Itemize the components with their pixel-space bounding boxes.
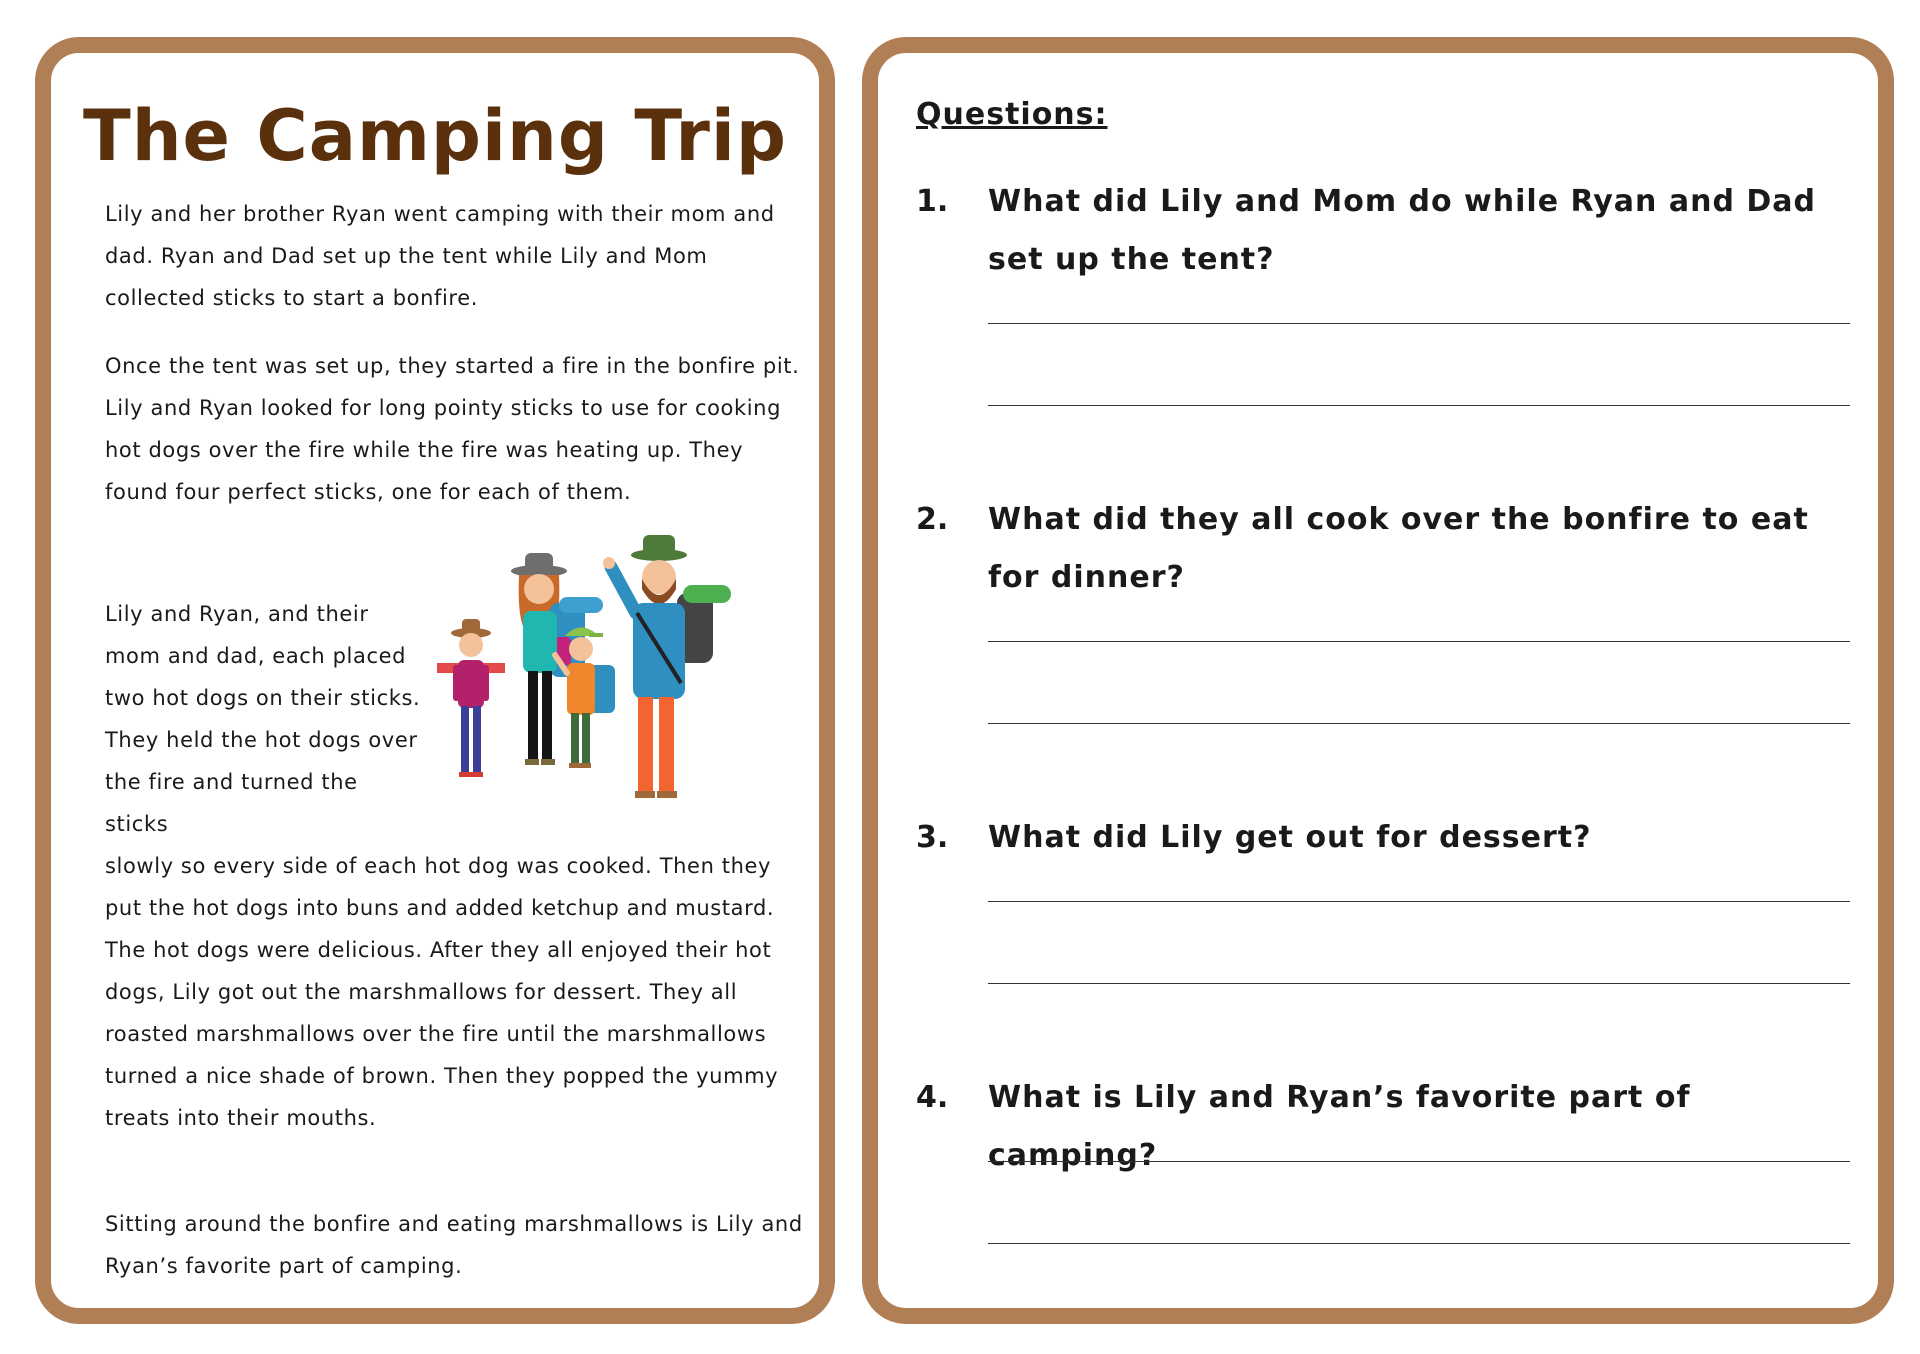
story-title: The Camping Trip (82, 95, 788, 177)
questions-heading: Questions: (916, 97, 1108, 132)
answer-line[interactable] (988, 901, 1850, 902)
answer-line[interactable] (988, 983, 1850, 984)
question-text: What is Lily and Ryan’s favorite part of camping? (988, 1080, 1691, 1173)
question-number: 1. (916, 184, 949, 219)
question-number: 4. (916, 1080, 949, 1115)
answer-line[interactable] (988, 723, 1850, 724)
story-paragraph: Lily and her brother Ryan went camping with their mom and dad. Ryan and Dad set up the tent while Lily and Mom collected sticks to start a bonfire. (105, 202, 775, 310)
story-paragraph: slowly so every side of each hot dog was cooked. Then they put the hot dogs into buns and added ketchup and mustard. The hot dogs were delicious. After they all enjoyed their hot dogs, Lily got out the marshmallows for dessert. They all roasted marshmallows over the fire until the marshmallows turned a nice shade of brown. Then they popped the yummy treats into their mouths. (105, 854, 779, 1130)
question-number: 2. (916, 502, 949, 537)
story-paragraph: Lily and Ryan, and their mom and dad, each placed two hot dogs on their sticks. They held the hot dogs over the fire and turned the sticks (105, 602, 421, 836)
story-panel (35, 37, 835, 1324)
answer-line[interactable] (988, 1243, 1850, 1244)
dad-figure-icon (603, 535, 731, 798)
question-text: What did Lily and Mom do while Ryan and Dad set up the tent? (988, 184, 1816, 277)
question-text: What did Lily get out for dessert? (988, 820, 1592, 855)
questions-panel (862, 37, 1894, 1324)
story-paragraph: Sitting around the bonfire and eating marshmallows is Lily and Ryan’s favorite part of camping. (105, 1212, 803, 1278)
question-number: 3. (916, 820, 949, 855)
girl-figure-icon (437, 619, 505, 777)
answer-line[interactable] (988, 323, 1850, 324)
camping-family-icon (431, 533, 771, 823)
answer-line[interactable] (988, 405, 1850, 406)
question-text: What did they all cook over the bonfire to eat for dinner? (988, 502, 1809, 595)
story-paragraph: Once the tent was set up, they started a fire in the bonfire pit. Lily and Ryan looked for long pointy sticks to use for cooking hot dogs over the fire while the fire was heating up. They found four perfect sticks, one for each of them. (105, 354, 800, 504)
answer-line[interactable] (988, 1161, 1850, 1162)
answer-line[interactable] (988, 641, 1850, 642)
